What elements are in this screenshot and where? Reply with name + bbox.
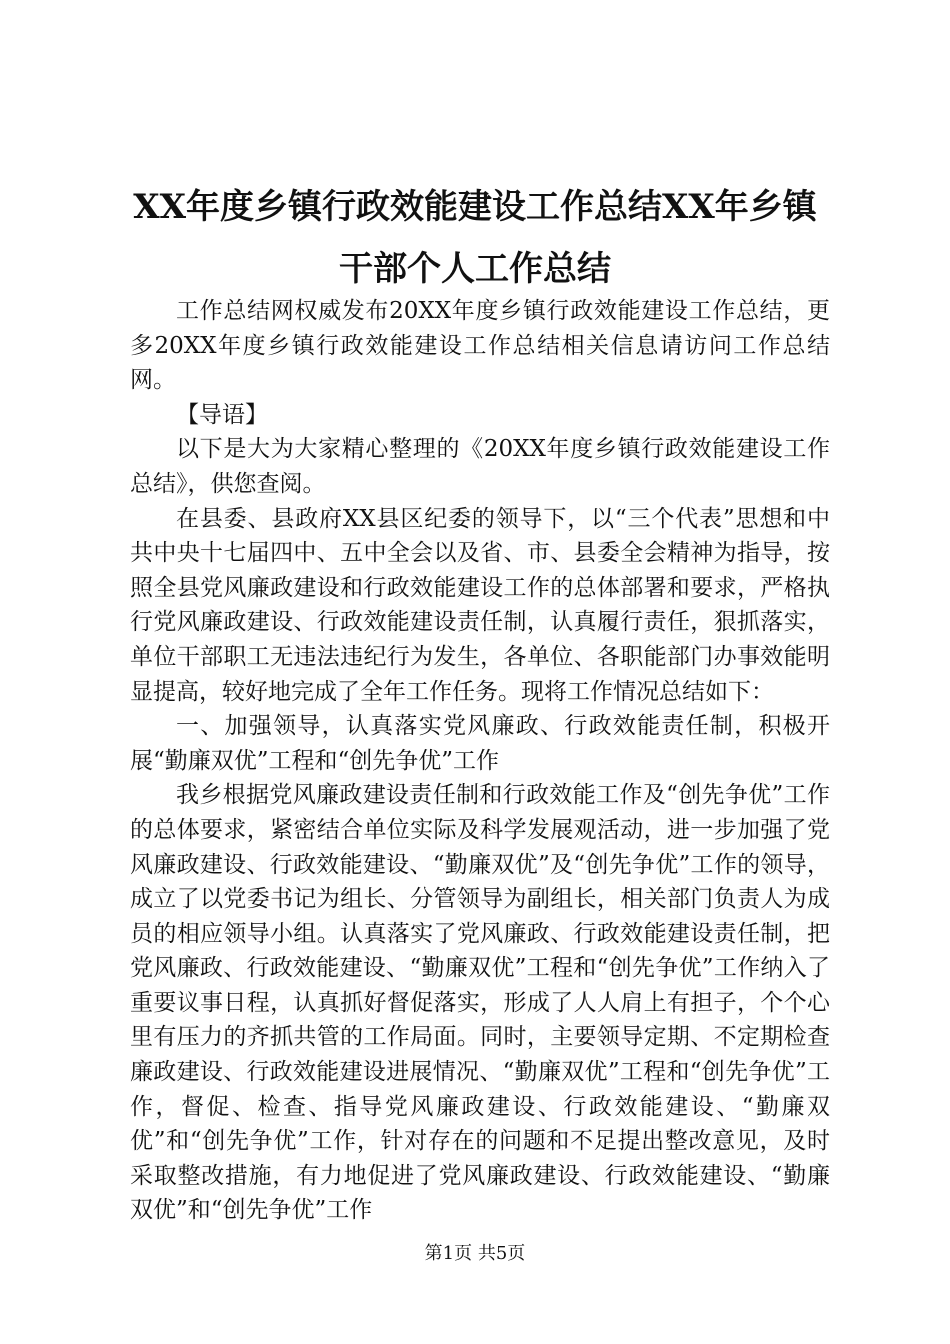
title-line-2: 干部个人工作总结 [339, 249, 611, 289]
paragraph-intro: 工作总结网权威发布20XX年度乡镇行政效能建设工作总结，更多20XX年度乡镇行政效能建设工作总结相关信息请访问工作总结网。 [130, 298, 830, 394]
paragraph-guide: 以下是大为大家精心整理的《20XX年度乡镇行政效能建设工作总结》，供您查阅。 [130, 436, 830, 497]
paragraph-section-1: 我乡根据党风廉政建设责任制和行政效能工作及“创先争优”工作的总体要求，紧密结合单位实际及科学发展观活动，进一步加强了党风廉政建设、行政效能建设、“勤廉双优”及“创先争优”工作的领导，成立了以党委书记为组长、分管领导为副组长，相关部门负责人为成员的相应领导小组。认真落实了党风廉政、行政效能建设责任制，把党风廉政、行政效能建设、“勤廉双优”工程和“创先争优”工作纳入了重要议事日程，认真抓好督促落实，形成了人人肩上有担子，个个心里有压力的齐抓共管的工作局面。同时，主要领导定期、不定期检查廉政建设、行政效能建设进展情况、“勤廉双优”工程和“创先争优”工作，督促、检查、指导党风廉政建设、行政效能建设、“勤廉双优”和“创先争优”工作，针对存在的问题和不足提出整改意见，及时采取整改措施，有力地促进了党风廉政建设、行政效能建设、“勤廉双优”和“创先争优”工作 [130, 782, 830, 1224]
paragraph-guide-heading: 【导语】 [176, 401, 268, 428]
document-body [130, 294, 830, 1228]
paragraph-overview: 在县委、县政府XX县区纪委的领导下，以“三个代表”思想和中共中央十七届四中、五中全会以及省、市、县委全会精神为指导，按照全县党风廉政建设和行政效能建设工作的总体部署和要求，严格执行党风廉政建设、行政效能建设责任制，认真履行责任，狠抓落实，单位干部职工无违法违纪行为发生，各单位、各职能部门办事效能明显提高，较好地完成了全年工作任务。现将工作情况总结如下： [130, 505, 830, 705]
page-footer: 第1页 共5页 [424, 1243, 526, 1264]
section-heading-1: 一、加强领导，认真落实党风廉政、行政效能责任制，积极开展“勤廉双优”工程和“创先争优”工作 [130, 713, 830, 774]
page-title [100, 176, 850, 300]
title-line-1: XX年度乡镇行政效能建设工作总结XX年乡镇 [133, 187, 817, 227]
